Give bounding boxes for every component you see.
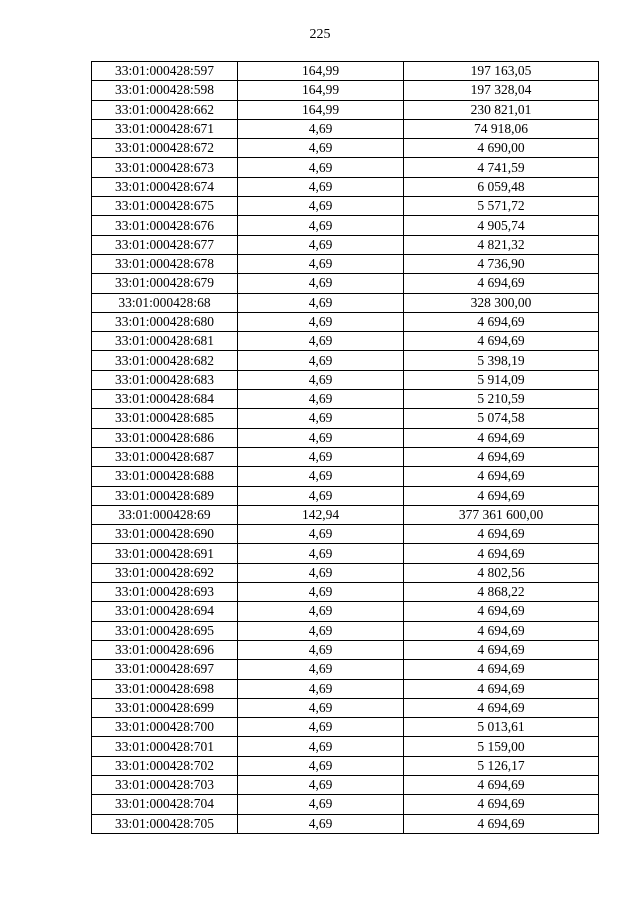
- cadastral-number-cell: 33:01:000428:704: [92, 795, 238, 814]
- rate-cell: 4,69: [238, 544, 404, 563]
- rate-cell: 4,69: [238, 274, 404, 293]
- cadastral-value-cell: 4 694,69: [404, 698, 599, 717]
- cadastral-value-cell: 4 694,69: [404, 332, 599, 351]
- table-row: [92, 447, 599, 466]
- cadastral-value-cell: 4 694,69: [404, 814, 599, 833]
- table-row: [92, 814, 599, 833]
- cadastral-value-cell: 4 694,69: [404, 679, 599, 698]
- table-row: [92, 235, 599, 254]
- table-row: [92, 293, 599, 312]
- cadastral-value-cell: 4 736,90: [404, 254, 599, 273]
- table-row: [92, 390, 599, 409]
- cadastral-number-cell: 33:01:000428:676: [92, 216, 238, 235]
- cadastral-number-cell: 33:01:000428:680: [92, 312, 238, 331]
- cadastral-number-cell: 33:01:000428:698: [92, 679, 238, 698]
- cadastral-number-cell: 33:01:000428:686: [92, 428, 238, 447]
- rate-cell: 4,69: [238, 698, 404, 717]
- cadastral-number-cell: 33:01:000428:679: [92, 274, 238, 293]
- rate-cell: 4,69: [238, 293, 404, 312]
- cadastral-number-cell: 33:01:000428:702: [92, 756, 238, 775]
- cadastral-number-cell: 33:01:000428:688: [92, 467, 238, 486]
- cadastral-number-cell: 33:01:000428:677: [92, 235, 238, 254]
- table-row: [92, 660, 599, 679]
- cadastral-value-cell: 5 013,61: [404, 718, 599, 737]
- cadastral-number-cell: 33:01:000428:675: [92, 197, 238, 216]
- cadastral-number-cell: 33:01:000428:68: [92, 293, 238, 312]
- cadastral-value-cell: 5 074,58: [404, 409, 599, 428]
- table-row: [92, 177, 599, 196]
- table-row: [92, 583, 599, 602]
- table-row: [92, 119, 599, 138]
- cadastral-number-cell: 33:01:000428:671: [92, 119, 238, 138]
- rate-cell: 4,69: [238, 486, 404, 505]
- cadastral-value-cell: 328 300,00: [404, 293, 599, 312]
- table-row: [92, 718, 599, 737]
- rate-cell: 4,69: [238, 351, 404, 370]
- rate-cell: 4,69: [238, 177, 404, 196]
- table-row: [92, 737, 599, 756]
- table-row: [92, 312, 599, 331]
- cadastral-number-cell: 33:01:000428:678: [92, 254, 238, 273]
- rate-cell: 4,69: [238, 583, 404, 602]
- table-row: [92, 351, 599, 370]
- rate-cell: 4,69: [238, 563, 404, 582]
- rate-cell: 4,69: [238, 447, 404, 466]
- cadastral-number-cell: 33:01:000428:693: [92, 583, 238, 602]
- cadastral-value-cell: 4 741,59: [404, 158, 599, 177]
- cadastral-value-cell: 5 398,19: [404, 351, 599, 370]
- cadastral-number-cell: 33:01:000428:694: [92, 602, 238, 621]
- rate-cell: 4,69: [238, 119, 404, 138]
- table-row: [92, 467, 599, 486]
- rate-cell: 4,69: [238, 525, 404, 544]
- table-row: [92, 775, 599, 794]
- table-row: [92, 563, 599, 582]
- cadastral-value-cell: 74 918,06: [404, 119, 599, 138]
- rate-cell: 164,99: [238, 62, 404, 81]
- rate-cell: 4,69: [238, 312, 404, 331]
- rate-cell: 4,69: [238, 390, 404, 409]
- table-row: [92, 505, 599, 524]
- table-row: [92, 621, 599, 640]
- table-row: [92, 525, 599, 544]
- rate-cell: 4,69: [238, 718, 404, 737]
- rate-cell: 4,69: [238, 660, 404, 679]
- cadastral-number-cell: 33:01:000428:598: [92, 81, 238, 100]
- cadastral-value-cell: 4 694,69: [404, 447, 599, 466]
- rate-cell: 4,69: [238, 370, 404, 389]
- rate-cell: 4,69: [238, 775, 404, 794]
- cadastral-value-cell: 5 210,59: [404, 390, 599, 409]
- cadastral-number-cell: 33:01:000428:69: [92, 505, 238, 524]
- cadastral-value-cell: 230 821,01: [404, 100, 599, 119]
- cadastral-number-cell: 33:01:000428:681: [92, 332, 238, 351]
- table-row: [92, 409, 599, 428]
- cadastral-value-cell: 5 914,09: [404, 370, 599, 389]
- table-row: [92, 62, 599, 81]
- cadastral-number-cell: 33:01:000428:684: [92, 390, 238, 409]
- rate-cell: 4,69: [238, 332, 404, 351]
- table-row: [92, 370, 599, 389]
- cadastral-value-cell: 4 694,69: [404, 467, 599, 486]
- cadastral-number-cell: 33:01:000428:662: [92, 100, 238, 119]
- table-row: [92, 216, 599, 235]
- rate-cell: 4,69: [238, 756, 404, 775]
- cadastral-value-cell: 4 694,69: [404, 640, 599, 659]
- rate-cell: 4,69: [238, 235, 404, 254]
- cadastral-number-cell: 33:01:000428:692: [92, 563, 238, 582]
- cadastral-number-cell: 33:01:000428:689: [92, 486, 238, 505]
- cadastral-number-cell: 33:01:000428:705: [92, 814, 238, 833]
- table-row: [92, 756, 599, 775]
- rate-cell: 4,69: [238, 679, 404, 698]
- cadastral-value-cell: 4 694,69: [404, 312, 599, 331]
- table-row: [92, 486, 599, 505]
- rate-cell: 4,69: [238, 737, 404, 756]
- table-row: [92, 100, 599, 119]
- rate-cell: 4,69: [238, 139, 404, 158]
- cadastral-value-cell: 4 905,74: [404, 216, 599, 235]
- table-row: [92, 679, 599, 698]
- cadastral-value-cell: 4 694,69: [404, 525, 599, 544]
- table-body: [92, 62, 599, 834]
- cadastral-number-cell: 33:01:000428:697: [92, 660, 238, 679]
- rate-cell: 142,94: [238, 505, 404, 524]
- rate-cell: 4,69: [238, 602, 404, 621]
- cadastral-number-cell: 33:01:000428:703: [92, 775, 238, 794]
- cadastral-number-cell: 33:01:000428:690: [92, 525, 238, 544]
- table-row: [92, 158, 599, 177]
- table-row: [92, 602, 599, 621]
- rate-cell: 164,99: [238, 100, 404, 119]
- rate-cell: 4,69: [238, 640, 404, 659]
- rate-cell: 164,99: [238, 81, 404, 100]
- cadastral-value-cell: 6 059,48: [404, 177, 599, 196]
- cadastral-number-cell: 33:01:000428:682: [92, 351, 238, 370]
- rate-cell: 4,69: [238, 621, 404, 640]
- cadastral-number-cell: 33:01:000428:685: [92, 409, 238, 428]
- cadastral-value-cell: 4 694,69: [404, 660, 599, 679]
- cadastral-number-cell: 33:01:000428:674: [92, 177, 238, 196]
- rate-cell: 4,69: [238, 409, 404, 428]
- table-row: [92, 254, 599, 273]
- cadastral-value-cell: 197 163,05: [404, 62, 599, 81]
- cadastral-value-cell: 4 868,22: [404, 583, 599, 602]
- table-row: [92, 81, 599, 100]
- cadastral-number-cell: 33:01:000428:673: [92, 158, 238, 177]
- cadastral-value-cell: 4 694,69: [404, 775, 599, 794]
- rate-cell: 4,69: [238, 795, 404, 814]
- rate-cell: 4,69: [238, 467, 404, 486]
- table-row: [92, 795, 599, 814]
- cadastral-value-cell: 5 159,00: [404, 737, 599, 756]
- cadastral-value-cell: 4 694,69: [404, 602, 599, 621]
- cadastral-value-cell: 377 361 600,00: [404, 505, 599, 524]
- cadastral-number-cell: 33:01:000428:597: [92, 62, 238, 81]
- rate-cell: 4,69: [238, 197, 404, 216]
- table-row: [92, 197, 599, 216]
- cadastral-value-cell: 4 821,32: [404, 235, 599, 254]
- cadastral-number-cell: 33:01:000428:700: [92, 718, 238, 737]
- page-number: 225: [309, 27, 331, 42]
- cadastral-value-cell: 4 802,56: [404, 563, 599, 582]
- cadastral-number-cell: 33:01:000428:696: [92, 640, 238, 659]
- table-row: [92, 640, 599, 659]
- table-row: [92, 139, 599, 158]
- cadastral-value-cell: 4 694,69: [404, 428, 599, 447]
- rate-cell: 4,69: [238, 814, 404, 833]
- cadastral-number-cell: 33:01:000428:683: [92, 370, 238, 389]
- cadastral-value-cell: 5 571,72: [404, 197, 599, 216]
- rate-cell: 4,69: [238, 254, 404, 273]
- cadastral-value-cell: 4 694,69: [404, 274, 599, 293]
- cadastral-number-cell: 33:01:000428:699: [92, 698, 238, 717]
- cadastral-number-cell: 33:01:000428:701: [92, 737, 238, 756]
- cadastral-value-cell: 4 694,69: [404, 795, 599, 814]
- table-row: [92, 544, 599, 563]
- cadastral-number-cell: 33:01:000428:672: [92, 139, 238, 158]
- rate-cell: 4,69: [238, 428, 404, 447]
- rate-cell: 4,69: [238, 216, 404, 235]
- cadastral-value-cell: 4 694,69: [404, 621, 599, 640]
- cadastral-value-cell: 4 690,00: [404, 139, 599, 158]
- cadastral-number-cell: 33:01:000428:691: [92, 544, 238, 563]
- cadastral-number-cell: 33:01:000428:695: [92, 621, 238, 640]
- table-row: [92, 274, 599, 293]
- table-row: [92, 332, 599, 351]
- table-row: [92, 698, 599, 717]
- cadastral-value-table: [91, 61, 599, 834]
- cadastral-value-cell: 5 126,17: [404, 756, 599, 775]
- cadastral-number-cell: 33:01:000428:687: [92, 447, 238, 466]
- cadastral-value-cell: 4 694,69: [404, 544, 599, 563]
- table-row: [92, 428, 599, 447]
- rate-cell: 4,69: [238, 158, 404, 177]
- cadastral-value-cell: 197 328,04: [404, 81, 599, 100]
- cadastral-value-cell: 4 694,69: [404, 486, 599, 505]
